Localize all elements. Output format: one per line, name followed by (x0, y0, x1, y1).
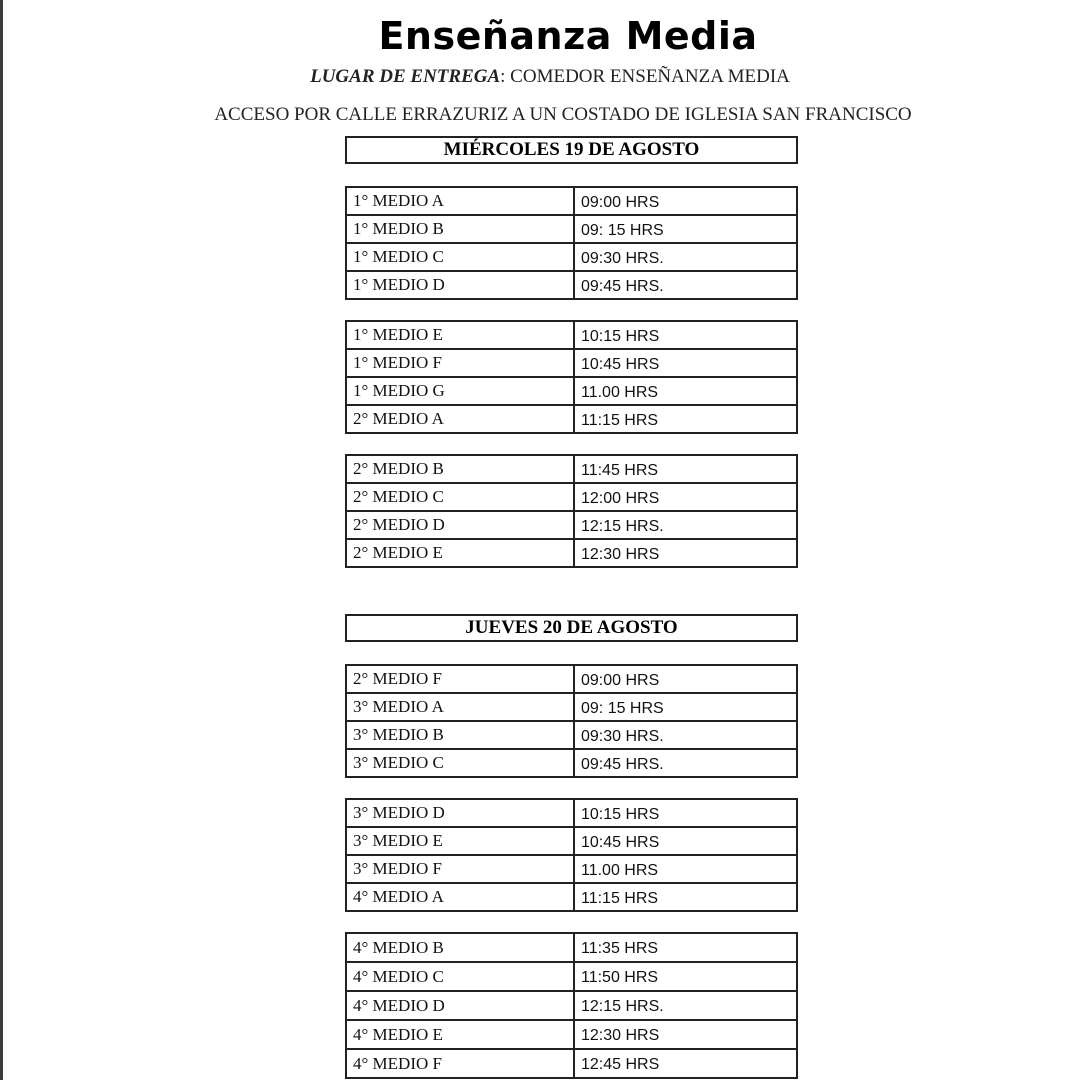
schedule-group-wed-1 (345, 186, 798, 300)
course-cell: 3° MEDIO A (346, 693, 574, 721)
table-row (346, 271, 797, 299)
table-row (346, 405, 797, 433)
schedule-group-wed-2 (345, 320, 798, 434)
course-cell: 3° MEDIO E (346, 827, 574, 855)
course-cell: 2° MEDIO F (346, 665, 574, 693)
time-cell: 09:30 HRS. (574, 721, 797, 749)
page-edge (0, 0, 3, 1080)
table-row (346, 1020, 797, 1049)
table-row (346, 483, 797, 511)
delivery-location-label: LUGAR DE ENTREGA (310, 66, 501, 87)
schedule-group-thu-1 (345, 664, 798, 778)
table-row (346, 243, 797, 271)
table-row (346, 991, 797, 1020)
table-row (346, 799, 797, 827)
time-cell: 09:00 HRS (574, 187, 797, 215)
time-cell: 11.00 HRS (574, 855, 797, 883)
course-cell: 3° MEDIO D (346, 799, 574, 827)
schedule-group-thu-2 (345, 798, 798, 912)
course-cell: 2° MEDIO C (346, 483, 574, 511)
time-cell: 11:45 HRS (574, 455, 797, 483)
table-row (346, 187, 797, 215)
table-row (346, 933, 797, 962)
page-title: Enseñanza Media (378, 14, 758, 58)
course-cell: 4° MEDIO F (346, 1049, 574, 1078)
time-cell: 11:50 HRS (574, 962, 797, 991)
course-cell: 2° MEDIO E (346, 539, 574, 567)
course-cell: 1° MEDIO E (346, 321, 574, 349)
course-cell: 1° MEDIO G (346, 377, 574, 405)
time-cell: 09:30 HRS. (574, 243, 797, 271)
course-cell: 1° MEDIO D (346, 271, 574, 299)
time-cell: 12:30 HRS (574, 539, 797, 567)
time-cell: 11:15 HRS (574, 405, 797, 433)
course-cell: 2° MEDIO A (346, 405, 574, 433)
access-note: ACCESO POR CALLE ERRAZURIZ A UN COSTADO DE IGLESIA SAN FRANCISCO (214, 104, 912, 125)
table-row (346, 455, 797, 483)
table-row (346, 665, 797, 693)
course-cell: 1° MEDIO F (346, 349, 574, 377)
table-row (346, 321, 797, 349)
day-header-wednesday: MIÉRCOLES 19 DE AGOSTO (345, 136, 798, 164)
table-row (346, 693, 797, 721)
delivery-location-value: : COMEDOR ENSEÑANZA MEDIA (500, 66, 790, 87)
time-cell: 09: 15 HRS (574, 215, 797, 243)
table-row (346, 1049, 797, 1078)
table-row (346, 539, 797, 567)
table-row (346, 827, 797, 855)
table-row (346, 511, 797, 539)
course-cell: 3° MEDIO C (346, 749, 574, 777)
time-cell: 11.00 HRS (574, 377, 797, 405)
time-cell: 12:45 HRS (574, 1049, 797, 1078)
course-cell: 4° MEDIO B (346, 933, 574, 962)
time-cell: 12:15 HRS. (574, 511, 797, 539)
time-cell: 10:15 HRS (574, 799, 797, 827)
table-row (346, 749, 797, 777)
time-cell: 09:45 HRS. (574, 271, 797, 299)
course-cell: 2° MEDIO B (346, 455, 574, 483)
course-cell: 1° MEDIO A (346, 187, 574, 215)
time-cell: 11:35 HRS (574, 933, 797, 962)
time-cell: 09:00 HRS (574, 665, 797, 693)
schedule-group-thu-3 (345, 932, 798, 1079)
schedule-group-wed-3 (345, 454, 798, 568)
day-header-thursday: JUEVES 20 DE AGOSTO (345, 614, 798, 642)
time-cell: 10:45 HRS (574, 827, 797, 855)
delivery-location (0, 66, 1080, 88)
time-cell: 10:45 HRS (574, 349, 797, 377)
table-row (346, 962, 797, 991)
table-row (346, 215, 797, 243)
time-cell: 09:45 HRS. (574, 749, 797, 777)
course-cell: 3° MEDIO F (346, 855, 574, 883)
time-cell: 09: 15 HRS (574, 693, 797, 721)
course-cell: 4° MEDIO C (346, 962, 574, 991)
course-cell: 1° MEDIO C (346, 243, 574, 271)
course-cell: 2° MEDIO D (346, 511, 574, 539)
table-row (346, 721, 797, 749)
table-row (346, 855, 797, 883)
time-cell: 12:30 HRS (574, 1020, 797, 1049)
time-cell: 10:15 HRS (574, 321, 797, 349)
time-cell: 11:15 HRS (574, 883, 797, 911)
time-cell: 12:15 HRS. (574, 991, 797, 1020)
table-row (346, 349, 797, 377)
course-cell: 4° MEDIO A (346, 883, 574, 911)
course-cell: 4° MEDIO D (346, 991, 574, 1020)
course-cell: 1° MEDIO B (346, 215, 574, 243)
course-cell: 4° MEDIO E (346, 1020, 574, 1049)
table-row (346, 377, 797, 405)
table-row (346, 883, 797, 911)
time-cell: 12:00 HRS (574, 483, 797, 511)
course-cell: 3° MEDIO B (346, 721, 574, 749)
